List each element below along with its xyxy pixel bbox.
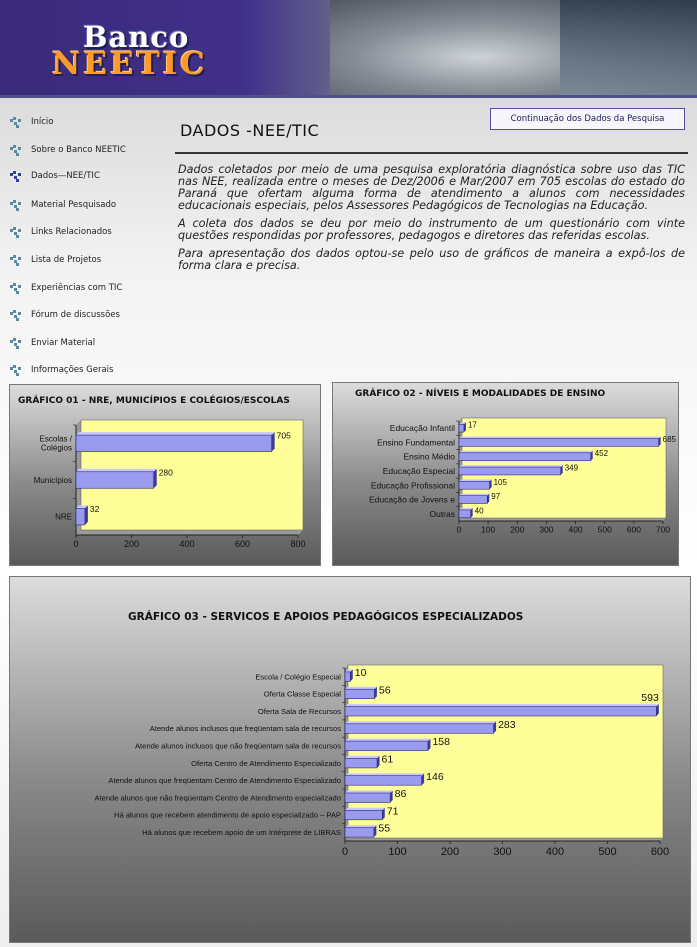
bar <box>345 724 494 734</box>
sidebar-item-6[interactable] <box>10 280 122 296</box>
bar-top <box>345 790 393 793</box>
x-tick-label: 100 <box>388 846 407 858</box>
bullet-icon <box>10 283 23 293</box>
x-tick-label: 500 <box>597 524 612 535</box>
sidebar-item-2[interactable] <box>10 168 100 184</box>
intro-paragraph-3: Para apresentação dos dados optou-se pelo uso de gráficos de maneira a expô-los de forma clara e precisa. <box>178 247 685 272</box>
category-label: Há alunos que recebem atendimento de apoio especializado – PAP <box>114 810 341 820</box>
x-tick-label: 400 <box>545 846 565 858</box>
bar-top <box>345 739 430 742</box>
x-tick-label: 0 <box>456 524 462 535</box>
bar-top <box>345 825 376 828</box>
sidebar-item-label: Dados—NEE/TIC <box>31 171 100 181</box>
category-label: Oferta Classe Especial <box>263 689 341 699</box>
bar <box>345 758 377 768</box>
sidebar-item-5[interactable] <box>10 252 101 268</box>
chart1-panel <box>9 384 321 566</box>
category-label: Oferta Centro de Atendimento Especializado <box>191 758 341 768</box>
x-tick-label: 300 <box>493 846 512 858</box>
logo-line1: Banco <box>83 20 190 54</box>
plot-floor <box>76 530 303 535</box>
x-tick-label: 300 <box>539 524 554 535</box>
bar-top <box>76 432 275 435</box>
x-tick-label: 200 <box>510 524 525 535</box>
value-label: 71 <box>386 805 399 818</box>
x-tick-label: 400 <box>179 539 195 549</box>
category-label: Educação Especial <box>382 465 455 476</box>
x-tick-label: 600 <box>234 539 251 549</box>
bar <box>345 689 374 699</box>
value-label: 452 <box>594 449 609 459</box>
category-label: Ensino Fundamental <box>377 437 455 448</box>
bar-side <box>272 432 275 452</box>
category-label: Educação de Jovens e <box>368 494 455 505</box>
value-label: 40 <box>474 506 484 516</box>
bar <box>459 453 591 461</box>
sidebar-item-label: Informações Gerais <box>31 365 114 375</box>
value-label: 97 <box>491 492 501 502</box>
bar-top <box>345 773 424 776</box>
category-label: Ensino Médio <box>403 451 455 462</box>
category-label: NRE <box>55 512 72 522</box>
sidebar-item-7[interactable] <box>10 307 120 323</box>
category-label: Atende alunos que freqüentam Centro de Atendimento Especializado <box>108 776 341 786</box>
sidebar-item-label: Material Pesquisado <box>31 200 117 210</box>
category-label: Colégios <box>40 443 72 453</box>
category-label: Educação Profissional <box>370 480 455 491</box>
x-tick-label: 400 <box>568 524 583 535</box>
x-tick-label: 800 <box>290 539 306 549</box>
x-tick-label: 0 <box>341 846 349 858</box>
intro-text <box>178 164 685 278</box>
page-title: DADOS -NEE/TIC <box>180 121 320 140</box>
bullet-icon <box>10 117 23 127</box>
bar <box>76 472 154 489</box>
sidebar-item-label: Início <box>31 117 54 127</box>
bullet-icon <box>10 365 23 375</box>
bar <box>345 828 374 838</box>
bar-side <box>85 505 88 525</box>
category-label: Escola / Colégio Especial <box>255 672 341 682</box>
value-label: 685 <box>662 434 676 444</box>
value-label: 349 <box>564 463 579 473</box>
sidebar-item-label: Enviar Material <box>31 338 96 348</box>
value-label: 61 <box>381 753 394 766</box>
intro-paragraph-2: A coleta dos dados se deu por meio do instrumento de um questionário com vinte questões respondidas por professores, pedagogos e diretores das referidas escolas. <box>178 217 685 242</box>
bar <box>76 508 85 524</box>
bar <box>345 672 350 682</box>
category-label: Escolas / <box>39 434 72 444</box>
category-label: Outras <box>429 508 455 519</box>
value-label: 17 <box>467 420 477 430</box>
value-label: 32 <box>89 503 100 514</box>
value-label: 146 <box>426 770 444 783</box>
bar <box>345 776 422 786</box>
bar <box>345 810 382 820</box>
header-banner <box>0 0 697 95</box>
category-label: Oferta Sala de Recursos <box>257 706 341 716</box>
bar <box>459 424 464 432</box>
x-tick-label: 200 <box>440 846 460 858</box>
bullet-icon <box>10 338 23 348</box>
sidebar-item-label: Sobre o Banco NEETIC <box>31 145 126 155</box>
bullet-icon <box>10 227 23 237</box>
bar-top <box>76 469 157 472</box>
category-label: Educação Infantil <box>389 423 455 434</box>
value-label: 56 <box>378 684 391 697</box>
header-divider <box>0 95 697 98</box>
chart1-svg <box>10 385 320 565</box>
sidebar-item-3[interactable] <box>10 197 116 213</box>
sidebar-item-8[interactable] <box>10 335 95 351</box>
bullet-icon <box>10 255 23 265</box>
value-label: 105 <box>493 477 507 487</box>
sidebar-item-label: Links Relacionados <box>31 227 112 237</box>
bar-side <box>154 469 157 489</box>
value-label: 10 <box>354 667 367 680</box>
logo-line2: NEETIC <box>52 46 208 82</box>
bar <box>459 467 561 475</box>
bar-top <box>345 704 659 707</box>
bar <box>459 510 471 518</box>
x-tick-label: 500 <box>598 846 617 858</box>
category-label: Atende alunos que não freqüentam Centro de Atendimento especializado <box>94 793 341 803</box>
chart1-title: GRÁFICO 01 - NRE, MUNICÍPIOS E COLÉGIOS/ESCOLAS <box>18 396 290 406</box>
category-label: Atende alunos inclusos que não freqüentam sala de recursos <box>134 741 341 751</box>
chart3-panel <box>9 576 691 943</box>
x-tick-label: 600 <box>650 846 670 858</box>
value-label: 283 <box>498 718 516 731</box>
bar <box>345 741 428 751</box>
value-label: 280 <box>158 467 173 478</box>
value-label: 158 <box>432 736 450 749</box>
sidebar-item-1[interactable] <box>10 142 126 158</box>
chart3-title: GRÁFICO 03 - SERVICOS E APOIOS PEDAGÓGICOS ESPECIALIZADOS <box>128 611 524 623</box>
sidebar-item-9[interactable] <box>10 362 113 378</box>
bar-top <box>345 687 377 690</box>
chart3-svg <box>10 577 690 942</box>
sidebar-item-0[interactable] <box>10 114 54 130</box>
banner-photo-right <box>560 0 697 95</box>
bar <box>459 496 487 504</box>
bar <box>459 439 659 447</box>
x-tick-label: 200 <box>123 539 140 549</box>
chart2-svg <box>333 383 678 565</box>
value-label: 705 <box>276 430 291 441</box>
bar <box>345 793 390 803</box>
bullet-icon <box>10 310 23 320</box>
sidebar-item-label: Fórum de discussões <box>31 310 120 320</box>
bullet-icon <box>10 145 23 155</box>
bar-top <box>345 756 380 759</box>
bar <box>345 706 656 716</box>
value-label: 55 <box>378 822 391 835</box>
bullet-icon <box>10 171 23 181</box>
intro-paragraph-1: Dados coletados por meio de uma pesquisa exploratória diagnóstica sobre uso das TIC nas NEE, realizada entre o meses de Dez/2006 e Mar/2007 em 705 escolas do estado do Paraná que ofertam alguma forma de atendimento a alunos com necessidades educacionais especiais, pelos Assessores Pedagógicos de Tecnologias na Educação. <box>178 163 685 212</box>
chart2-title: GRÁFICO 02 - NÍVEIS E MODALIDADES DE ENSINO <box>355 389 606 399</box>
sidebar-item-label: Experiências com TIC <box>31 283 123 293</box>
category-label: Municípios <box>33 475 72 485</box>
bar <box>76 435 272 451</box>
value-label: 593 <box>641 691 659 704</box>
x-tick-label: 600 <box>626 524 641 535</box>
category-label: Atende alunos inclusos que freqüentam sala de recursos <box>149 724 341 734</box>
continue-data-button[interactable]: Continuação dos Dados da Pesquisa <box>490 108 685 130</box>
chart2-panel <box>332 382 679 566</box>
value-label: 86 <box>394 788 407 801</box>
bar <box>459 481 490 489</box>
bullet-icon <box>10 200 23 210</box>
category-label: Há alunos que recebem apoio de um Intérprete de LIBRAS <box>142 828 341 838</box>
bar-top <box>345 808 385 811</box>
sidebar-item-4[interactable] <box>10 224 112 240</box>
x-tick-label: 0 <box>73 539 79 549</box>
sidebar-item-label: Lista de Projetos <box>31 255 102 265</box>
x-tick-label: 100 <box>481 524 496 535</box>
bar-top <box>345 721 496 724</box>
bar-top <box>459 465 563 467</box>
title-divider <box>175 152 688 154</box>
x-tick-label: 700 <box>655 524 671 535</box>
